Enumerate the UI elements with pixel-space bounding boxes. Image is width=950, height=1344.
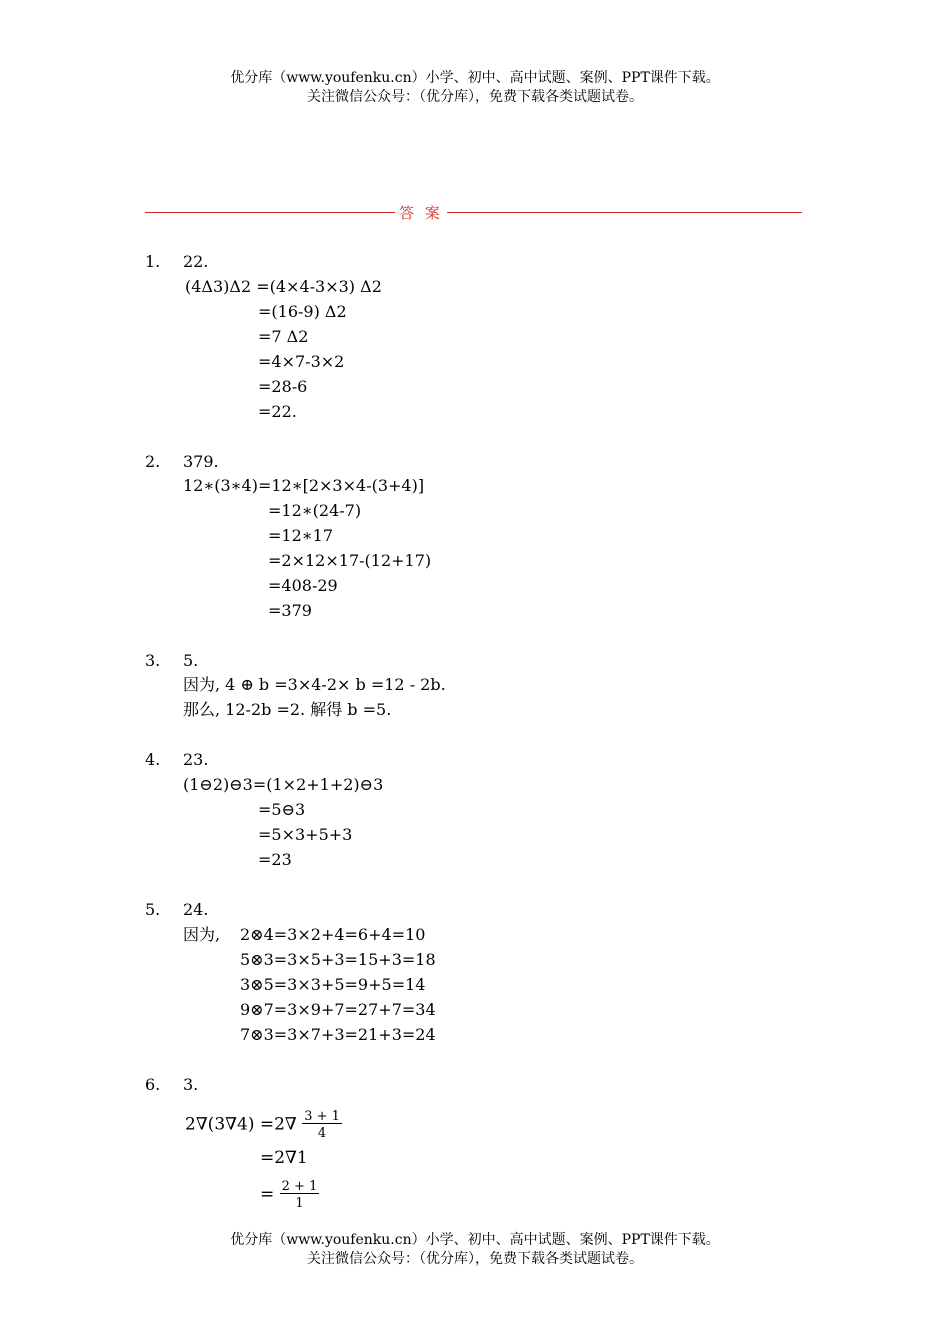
fraction-numerator: 2 + 1 bbox=[281, 1179, 318, 1194]
problem-1-answer: 22. bbox=[183, 252, 209, 271]
footer-line-2: 关注微信公众号：（优分库），免费下载各类试题试卷。 bbox=[307, 1251, 643, 1267]
problem-2-step: =2×12×17-(12+17) bbox=[268, 551, 432, 570]
problem-4-step: =23 bbox=[258, 850, 292, 869]
problem-2-step: =12∗17 bbox=[268, 526, 333, 545]
problem-6-answer: 3. bbox=[183, 1075, 199, 1094]
problem-5-lead: 因为, bbox=[183, 925, 221, 944]
answer-divider bbox=[145, 202, 802, 223]
problem-1-step: =7 Δ2 bbox=[258, 327, 309, 346]
problem-5-number: 5. bbox=[145, 900, 161, 919]
problem-5-step: 2⊗4=3×2+4=6+4=10 bbox=[240, 925, 426, 944]
divider-rule-left bbox=[145, 212, 395, 213]
problem-3-answer: 5. bbox=[183, 651, 199, 670]
problem-1-step: =22. bbox=[258, 402, 297, 421]
problem-6-step bbox=[260, 1180, 319, 1210]
fraction-denominator: 4 bbox=[317, 1126, 327, 1141]
fraction-denominator: 1 bbox=[295, 1196, 304, 1211]
problem-1-step: =4×7-3×2 bbox=[258, 352, 345, 371]
problem-5-step: 7⊗3=3×7+3=21+3=24 bbox=[240, 1025, 436, 1044]
problem-5-step: 9⊗7=3×9+7=27+7=34 bbox=[240, 1000, 436, 1019]
problem-6-equals: = bbox=[260, 1184, 275, 1205]
problem-6-step bbox=[185, 1110, 342, 1140]
fraction bbox=[302, 1110, 342, 1140]
divider-rule-right bbox=[447, 212, 802, 213]
answer-title: 答 案 bbox=[399, 204, 443, 222]
problem-6-lhs: 2∇(3∇4) =2∇ bbox=[185, 1114, 297, 1135]
problem-5-answer: 24. bbox=[183, 900, 209, 919]
problem-2-step: =408-29 bbox=[268, 576, 338, 595]
problem-4-step: =5⊖3 bbox=[258, 800, 306, 819]
problem-5-step: 5⊗3=3×5+3=15+3=18 bbox=[240, 950, 436, 969]
fraction-numerator: 3 + 1 bbox=[304, 1109, 340, 1124]
problem-2-step: =12∗(24-7) bbox=[268, 501, 362, 520]
header-line-2: 关注微信公众号：（优分库），免费下载各类试题试卷。 bbox=[307, 89, 643, 105]
problem-3-number: 3. bbox=[145, 651, 161, 670]
problem-1-step: (4Δ3)Δ2 =(4×4-3×3) Δ2 bbox=[185, 277, 382, 296]
fraction bbox=[280, 1180, 320, 1210]
problem-4-answer: 23. bbox=[183, 750, 209, 769]
problem-2-answer: 379. bbox=[183, 452, 219, 471]
problem-6-step: =2∇1 bbox=[260, 1148, 308, 1168]
problem-5-step: 3⊗5=3×3+5=9+5=14 bbox=[240, 975, 426, 994]
problem-1-step: =28-6 bbox=[258, 377, 308, 396]
footer-line-1: 优分库（www.youfenku.cn）小学、初中、高中试题、案例、PPT课件下载。 bbox=[230, 1232, 720, 1248]
problem-4-step: =5×3+5+3 bbox=[258, 825, 353, 844]
problem-4-number: 4. bbox=[145, 750, 161, 769]
problem-2-step: =379 bbox=[268, 601, 312, 620]
problem-1-number: 1. bbox=[145, 252, 161, 271]
header-line-1: 优分库（www.youfenku.cn）小学、初中、高中试题、案例、PPT课件下载。 bbox=[230, 70, 720, 86]
problem-2-step: 12∗(3∗4)=12∗[2×3×4-(3+4)] bbox=[183, 476, 425, 495]
problem-3-step: 那么, 12-2b =2. 解得 b =5. bbox=[183, 700, 392, 719]
problem-4-step: (1⊖2)⊖3=(1×2+1+2)⊖3 bbox=[183, 775, 384, 794]
problem-3-step: 因为, 4 ⊕ b =3×4-2× b =12 - 2b. bbox=[183, 675, 446, 694]
problem-2-number: 2. bbox=[145, 452, 161, 471]
problem-1-step: =(16-9) Δ2 bbox=[258, 302, 347, 321]
problem-6-number: 6. bbox=[145, 1075, 161, 1094]
